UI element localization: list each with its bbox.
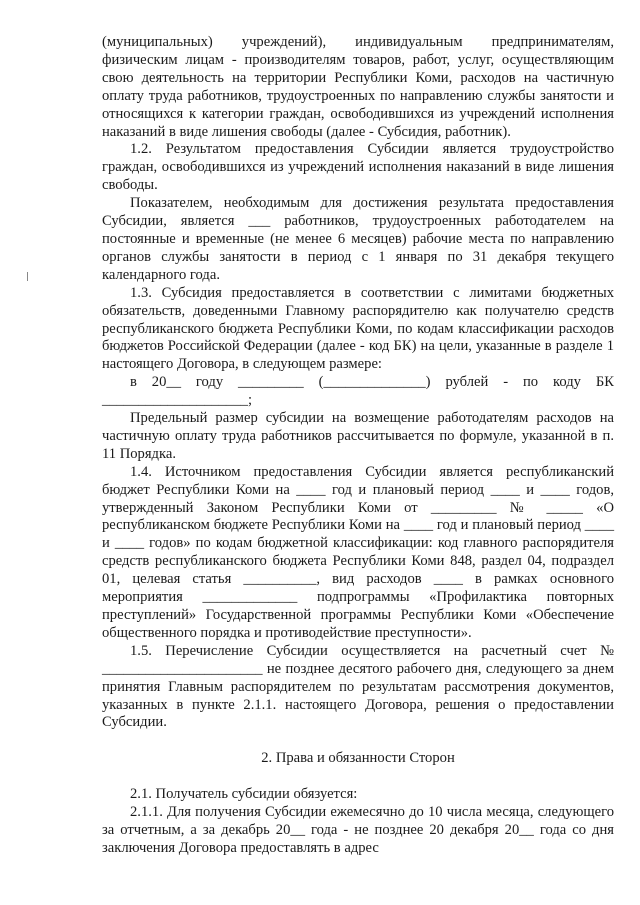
paragraph-1-3: 1.3. Субсидия предоставляется в соответствии с лимитами бюджетных обязательств, доведенными Главному распорядителю как получателю средств республиканского бюджета Республики Коми, по кодам классификации расходов бюджетов Российской Федерации (далее - код БК) на цели, указанные в разделе 1 настоящего Договора, в следующем размере:: [102, 284, 614, 373]
paragraph-indicator: Показателем, необходимым для достижения результата предоставления Субсидии, является ___ работников, трудоустроенных работодателем на постоянные и временные (не менее 6 месяцев) рабочие места по направлению органов службы занятости в период с 1 января по 31 декабря текущего календарного года.: [102, 195, 614, 283]
paragraph-subsidy-purpose: (муниципальных) учреждений), индивидуальным предпринимателям, физическим лицам - производителям товаров, работ, услуг, осуществляющим свою деятельность на территории Республики Коми, расходов на частичную оплату труда работников, трудоустроенных по направлению службы занятости и относящихся к категории граждан, освободившихся из учреждений исполнения наказаний в виде лишения свободы (далее - Субсидия, работник).: [102, 34, 614, 140]
document-page: [102, 34, 614, 858]
paragraph-amount: в 20__ году _________ (______________) рублей - по коду БК ____________________;: [102, 374, 614, 409]
section-heading: 2. Права и обязанности Сторон: [261, 750, 455, 767]
paragraph-limit: Предельный размер субсидии на возмещение работодателям расходов на частичную оплату труда работников рассчитывается по формуле, указанной в п. 11 Порядка.: [102, 410, 614, 462]
margin-mark: [27, 272, 31, 281]
paragraph-1-4: 1.4. Источником предоставления Субсидии является республиканский бюджет Республики Коми на ____ год и плановый период ____ и ____ годов, утвержденный Законом Республики Коми от _________ № _____ «О республиканском бюджете Республики Коми на ____ год и плановый период ____ и ____ годов» по кодам бюджетной классификации: код главного распорядителя средств республиканского бюджета Республики Коми 848, раздел 04, подраздел 01, целевая статья __________, вид расходов ____ в рамках основного мероприятия _____________ подпрограммы «Профилактика повторных преступлений» Государственной программы Республики Коми «Обеспечение общественного порядка и противодействие преступности».: [102, 463, 614, 641]
paragraph-2-1-1: 2.1.1. Для получения Субсидии ежемесячно до 10 числа месяца, следующего за отчетным, а за декабрь 20__ года - не позднее 20 декабря 20__ года со дня заключения Договора предоставлять в адрес: [102, 804, 614, 856]
paragraph-1-2: 1.2. Результатом предоставления Субсидии является трудоустройство граждан, освободившихся из учреждений исполнения наказаний в виде лишения свободы.: [102, 141, 614, 194]
paragraph-1-5: 1.5. Перечисление Субсидии осуществляется на расчетный счет № ______________________ не позднее десятого рабочего дня, следующего за днем принятия Главным распорядителем по результатам рассмотрения документов, указанных в пункте 2.1.1. настоящего Договора, решения о предоставлении Субсидии.: [102, 642, 614, 731]
paragraph-2-1: 2.1. Получатель субсидии обязуется:: [130, 786, 358, 803]
